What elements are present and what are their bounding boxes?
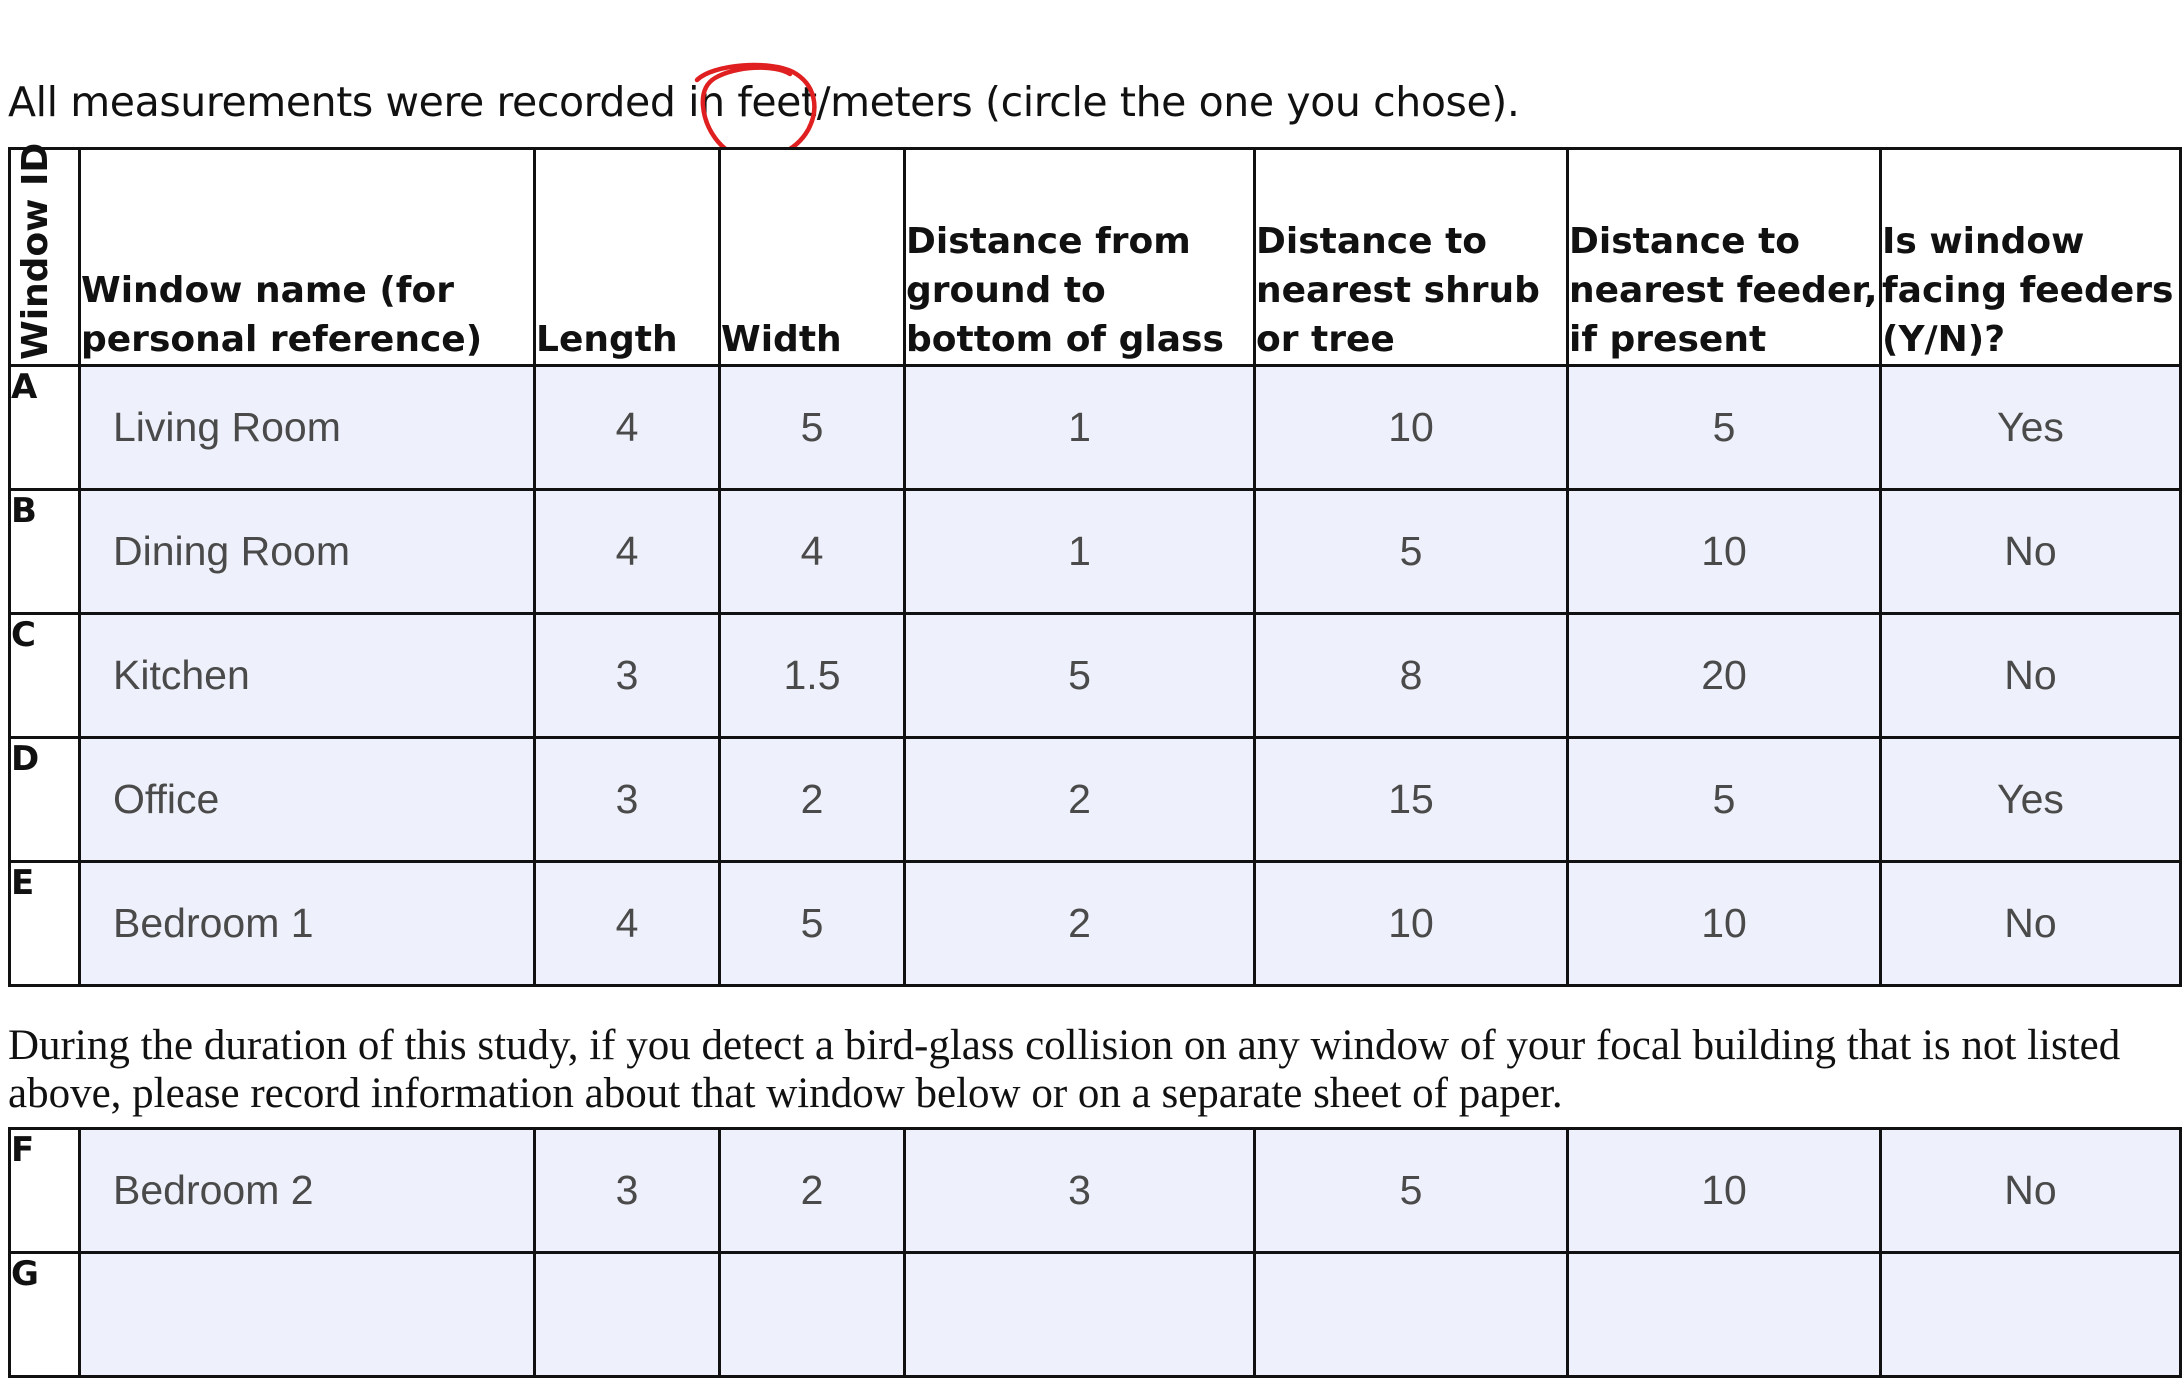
- length-cell[interactable]: [535, 1253, 720, 1377]
- facing-feeders-cell[interactable]: No: [1881, 862, 2181, 986]
- ground-distance-cell[interactable]: 5: [905, 614, 1255, 738]
- feeder-distance-cell[interactable]: 5: [1568, 366, 1881, 490]
- header-window-id: Window ID: [10, 149, 80, 366]
- length-cell[interactable]: 4: [535, 490, 720, 614]
- shrub-distance-cell[interactable]: 5: [1255, 490, 1568, 614]
- chosen-unit: feet: [737, 78, 817, 126]
- table-row: [10, 1129, 2181, 1253]
- window-name-cell[interactable]: Kitchen: [80, 614, 535, 738]
- shrub-distance-cell[interactable]: 5: [1255, 1129, 1568, 1253]
- shrub-distance-cell[interactable]: 8: [1255, 614, 1568, 738]
- facing-feeders-cell[interactable]: No: [1881, 1129, 2181, 1253]
- intro-text-before: All measurements were recorded in: [8, 78, 738, 126]
- ground-distance-cell[interactable]: 1: [905, 366, 1255, 490]
- width-cell[interactable]: [720, 1253, 905, 1377]
- table-row: [10, 490, 2181, 614]
- window-name-cell[interactable]: [80, 1253, 535, 1377]
- measurement-unit-note: [8, 78, 1520, 126]
- window-name-cell[interactable]: Bedroom 1: [80, 862, 535, 986]
- feeder-distance-cell[interactable]: 5: [1568, 738, 1881, 862]
- width-cell[interactable]: 5: [720, 366, 905, 490]
- table-row: [10, 738, 2181, 862]
- shrub-distance-cell[interactable]: 15: [1255, 738, 1568, 862]
- feeder-distance-cell[interactable]: 20: [1568, 614, 1881, 738]
- ground-distance-cell[interactable]: 3: [905, 1129, 1255, 1253]
- width-cell[interactable]: 2: [720, 1129, 905, 1253]
- header-feeder-distance: Distance to nearest feeder, if present: [1568, 149, 1881, 366]
- header-facing-feeders: Is window facing feeders (Y/N)?: [1881, 149, 2181, 366]
- window-name-cell[interactable]: Bedroom 2: [80, 1129, 535, 1253]
- ground-distance-cell[interactable]: 2: [905, 862, 1255, 986]
- length-cell[interactable]: 3: [535, 614, 720, 738]
- shrub-distance-cell[interactable]: 10: [1255, 366, 1568, 490]
- feeder-distance-cell[interactable]: 10: [1568, 1129, 1881, 1253]
- length-cell[interactable]: 3: [535, 738, 720, 862]
- window-id: D: [10, 738, 80, 862]
- shrub-distance-cell[interactable]: [1255, 1253, 1568, 1377]
- header-window-name: Window name (for personal reference): [80, 149, 535, 366]
- unlisted-window-instruction: During the duration of this study, if you detect a bird-glass collision on any window of your focal building that is not listed above, please record information about that window below or on a separate sheet of paper.: [8, 1022, 2121, 1117]
- window-name-cell[interactable]: Dining Room: [80, 490, 535, 614]
- table-row: [10, 1253, 2181, 1377]
- window-id: F: [10, 1129, 80, 1253]
- window-id: E: [10, 862, 80, 986]
- header-row: [10, 149, 2181, 366]
- feeder-distance-cell[interactable]: [1568, 1253, 1881, 1377]
- window-measurements-table: [8, 142, 2182, 987]
- ground-distance-cell[interactable]: [905, 1253, 1255, 1377]
- additional-windows-table: [8, 1127, 2182, 1378]
- header-shrub-distance: Distance to nearest shrub or tree: [1255, 149, 1568, 366]
- width-cell[interactable]: 1.5: [720, 614, 905, 738]
- window-id: A: [10, 366, 80, 490]
- window-name-cell[interactable]: Living Room: [80, 366, 535, 490]
- table-row: [10, 614, 2181, 738]
- ground-distance-cell[interactable]: 1: [905, 490, 1255, 614]
- facing-feeders-cell[interactable]: Yes: [1881, 366, 2181, 490]
- ground-distance-cell[interactable]: 2: [905, 738, 1255, 862]
- window-id: G: [10, 1253, 80, 1377]
- table-row: [10, 862, 2181, 986]
- feeder-distance-cell[interactable]: 10: [1568, 490, 1881, 614]
- header-length: Length: [535, 149, 720, 366]
- table-row: [10, 366, 2181, 490]
- length-cell[interactable]: 4: [535, 862, 720, 986]
- facing-feeders-cell[interactable]: Yes: [1881, 738, 2181, 862]
- header-ground-distance: Distance from ground to bottom of glass: [905, 149, 1255, 366]
- length-cell[interactable]: 4: [535, 366, 720, 490]
- facing-feeders-cell[interactable]: [1881, 1253, 2181, 1377]
- feeder-distance-cell[interactable]: 10: [1568, 862, 1881, 986]
- facing-feeders-cell[interactable]: No: [1881, 490, 2181, 614]
- facing-feeders-cell[interactable]: No: [1881, 614, 2181, 738]
- window-id: C: [10, 614, 80, 738]
- window-id: B: [10, 490, 80, 614]
- width-cell[interactable]: 5: [720, 862, 905, 986]
- intro-text-after: /meters (circle the one you chose).: [816, 78, 1520, 126]
- window-name-cell[interactable]: Office: [80, 738, 535, 862]
- width-cell[interactable]: 2: [720, 738, 905, 862]
- width-cell[interactable]: 4: [720, 490, 905, 614]
- shrub-distance-cell[interactable]: 10: [1255, 862, 1568, 986]
- header-width: Width: [720, 149, 905, 366]
- length-cell[interactable]: 3: [535, 1129, 720, 1253]
